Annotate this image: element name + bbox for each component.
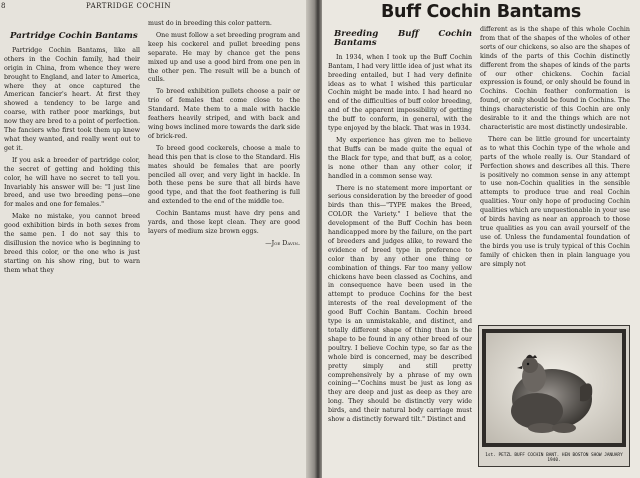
left-page xyxy=(0,0,314,478)
paragraph: Cochin Bantams must have dry pens and yards, and those kept clean. They are good layers of medium size brown eggs. xyxy=(148,210,300,235)
paragraph: My experience has given me to believe that Buffs can be made quite the equal of the Black for type, and that buff, as a color, is none other than any other color, if handled in a common sense way. xyxy=(328,136,472,180)
paragraph: In 1934, when I took up the Buff Cochin Bantam, I had very little idea of just what its breeding entailed, but I had very definite ideas as to what I wished this particular Cochin might be made into. I had heard no end of the difficulties of buff color breeding, and of the apparent impossibility of getting the buff to conform, in general, with the type enjoyed by the black. That was in 1934. xyxy=(328,53,472,133)
paragraph: To breed exhibition pullets choose a pair or trio of females that come close to the Standard. Mate them to a male with hackle feathers heavily striped, and with back and wing bows inclined more towards the dark side of brick-red. xyxy=(148,88,300,140)
signature-text: —Joe Davin. xyxy=(265,239,300,247)
right-column-1 xyxy=(328,26,472,474)
left-column-1 xyxy=(4,28,140,473)
page-title: Buff Cochin Bantams xyxy=(380,2,582,22)
paragraph: There is no statement more important or serious consideration by the breeder of good birds than this—"TYPE makes the Breed, COLOR the Variety." I believe that the development of the Buff Cochin has been handicapped more by the failure, on the part of breeders and judges alike, to reward the evidence of breed type in preference to color than by any other one thing or combination of things. Far too many yellow chickens have been classed as Cochins, and in consequence have been used in the attempt to produce Cochins for the best interests of the real development of the good Buff Cochin Bantam. Cochin breed type is an unmistakable, and distinct, and totally different shape of thing than is the shape to be found in any other breed of our poultry. I believe Cochin type, so far as the whole bird is concerned, may be described pretty simply and still pretty comprehensively by a phrase of my own coining—"Cochins must be just as long as they are deep and just as deep as they are long. They should be distinctly very wide birds, and their natural body carriage must show a distinctly forward tilt." Distinct and xyxy=(328,184,472,424)
paragraph: If you ask a breeder of partridge color, the secret of getting and holding this color, he will have no secret to tell you. Invariably his answer will be: "I just line breed, and use two breeding pens—one for males and one for females." xyxy=(4,156,140,209)
photo-caption: 1st. PETZL BUFF COCHIN BANT. HEN BOSTON SHOW JANUARY 1940. xyxy=(485,452,623,463)
paragraph: must do in breeding this color pattern. xyxy=(148,20,272,27)
hen-photo xyxy=(478,325,630,467)
paragraph: Partridge Cochin Bantams, like all others in the Cochin family, had their origin in China, from whence they were brought to England, and later to America, where they at once captured the American fancier's heart. At first they showed a tendency to be large and coarse, with rather poor markings, but now they are bred to a point of perfection. The fanciers who first took them up knew what they wanted, and really went out to get it. xyxy=(4,46,140,152)
signature xyxy=(148,240,300,249)
article-title: Partridge Cochin Bantams xyxy=(10,31,138,41)
paragraph: One must follow a set breeding program and keep his cockerel and pullet breeding pens separate. He may by chance get the pens mixed up and use a good bird from one pen in the other pen. The result will be a bunch of culls. xyxy=(148,31,300,84)
running-head xyxy=(0,2,300,14)
right-column-2 xyxy=(480,26,630,320)
right-page xyxy=(322,0,640,478)
buff-cochin-hen-image xyxy=(482,329,626,447)
paragraph: There can be little ground for uncertainty as to what this Cochin type of the whole and parts of the whole really is. Our Standard of Perfection shows and describes all this. There is positively no common sense in any attempt to use non-Cochin qualities in the sensible attempts to produce true and real Cochin qualities. Your only hope of producing Cochin qualities which are unquestionable in your use of birds having as near an approach to those true qualities as you can avail yourself of the use of. Unless the fundamental foundation of the birds you use is truly typical of this Cochin family of chicken then in plain language you are simply not xyxy=(480,135,630,268)
page-number: 8 xyxy=(1,2,6,10)
article-title: Breeding Buff Cochin Bantams xyxy=(334,29,472,48)
paragraph: Make no mistake, you cannot breed good exhibition birds in both sexes from the same pen. I do not say this to disillusion the novice who is beginning to breed this color, or the one who is just starting on his show ring, but to warn them what they xyxy=(4,213,140,274)
paragraph: To breed good cockerels, choose a male to head this pen that is close to the Standard. His mates should be females that are poorly penciled all over, and very light in hackle. In both these pens be sure that all birds have good type, and that the foot feathering is full and extended to the end of the middle toe. xyxy=(148,144,300,206)
left-column-2 xyxy=(148,20,300,473)
running-title: PARTRIDGE COCHIN xyxy=(86,2,171,10)
paragraph: different as is the shape of this whole Cochin from that of the shapes of the wholes of other sorts of our chickens, so also are the shapes of kinds of the parts of this Cochin distinctly different from the shapes of kinds of the parts of our other chickens. Cochin facial expression is found, or only should be found in Cochins. Cochin feather conformation is found, or only should be found in Cochins. The things characteristic of this Cochin are only desirable to it and the things which are not characteristic are most distinctly undesirable. xyxy=(480,26,630,131)
